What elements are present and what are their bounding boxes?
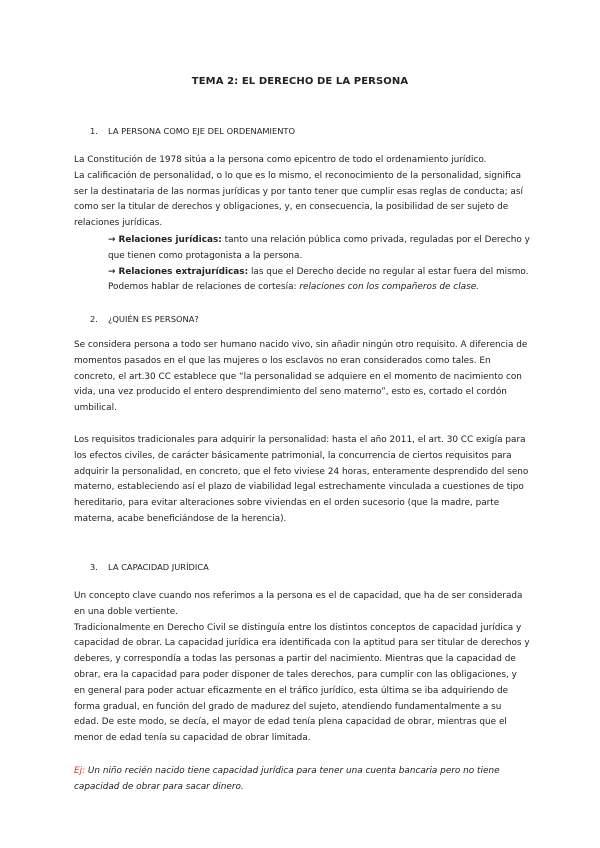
relaciones-extrajuridicas-item [108,265,538,281]
text-line: capacidad de obrar. La capacidad jurídica era identificada con la aptitud para ser titular de derechos y [74,638,530,649]
text-line: Tradicionalmente en Derecho Civil se distinguía entre los distintos conceptos de capacidad jurídica y [74,622,522,633]
text-line: obrar, era la capacidad para poder disponer de tales derechos, para cumplir con las obligaciones, y [74,669,517,680]
relaciones-juridicas-label: → Relaciones jurídicas: [108,235,222,245]
text-line: Se considera persona a todo ser humano nacido vivo, sin añadir ningún otro requisito. A diferencia de [74,340,528,350]
text-line: en una doble vertiente. [74,606,179,617]
text-line: ser la destinataria de las normas jurídicas y por tanto tener que cumplir esas reglas de conducta; así [74,186,523,197]
text-line: momentos pasados en el que las mujeres o los esclavos no eran considerados como tales. En [74,355,491,366]
example-label: Ej: [74,766,86,776]
relaciones-extrajuridicas-label: → Relaciones extrajurídicas: [108,266,249,277]
text-line: los efectos civiles, de carácter básicamente patrimonial, la concurrencia de ciertos requisitos para [74,450,512,461]
text-line: materna, acabe beneficiándose de la herencia). [74,513,287,524]
example-text: capacidad de obrar para sacar dinero. [74,781,244,792]
relaciones-juridicas-text: tanto una relación pública como privada, reguladas por el Derecho y [221,235,530,245]
example-block [74,764,534,796]
s1-paragraph [74,153,534,232]
example-line [74,780,534,796]
text-line: umbilical. [74,403,117,414]
text-line: hereditario, para evitar alteraciones sobre viviendas en el orden sucesorio (que la madre, parte [74,498,500,509]
example-text: Un niño recién nacido tiene capacidad jurídica para tener una cuenta bancaria pero no tiene [85,766,500,776]
section-heading-3 [90,562,209,572]
cortesia-example: relaciones con los compañeros de clase. [299,282,479,293]
text-line: Un concepto clave cuando nos referimos a la persona es el de capacidad, que ha de ser considerada [74,591,523,601]
s2-paragraph-1 [74,338,534,417]
relaciones-extrajuridicas-text: las que el Derecho decide no regular al estar fuera del mismo. [248,266,529,277]
section-heading-1 [90,126,295,136]
cortesia-line [108,280,538,296]
s2-paragraph-2 [74,433,534,528]
text-line: menor de edad tenía su capacidad de obrar limitada. [74,733,311,744]
section-title: LA CAPACIDAD JURÍDICA [108,562,209,572]
page-title: TEMA 2: EL DERECHO DE LA PERSONA [191,76,409,87]
section-number: 1. [90,126,98,136]
section-title: LA PERSONA COMO EJE DEL ORDENAMIENTO [108,126,296,136]
text-line: forma gradual, en función del grado de madurez del sujeto, atendiendo fundamentalmente a su [74,701,502,712]
text-line: concreto, el art.30 CC establece que “la personalidad se adquiere en el momento de nacimiento con [74,371,522,382]
relaciones-juridicas-item [108,233,538,249]
text-line: relaciones jurídicas. [74,218,163,229]
text-line: La calificación de personalidad, o lo que es lo mismo, el reconocimiento de la personalidad, significa [74,170,522,181]
text-line: adquirir la personalidad, en concreto, que el feto viviese 24 horas, enteramente desprendido del seno [74,466,529,477]
text-line: Los requisitos tradicionales para adquirir la personalidad: hasta el año 2011, el art. 30 CC exigía para [74,435,526,445]
example-line [74,764,534,780]
relations-list [108,233,538,296]
text-line: edad. De este modo, se decía, el mayor de edad tenía plena capacidad de obrar, mientras que el [74,717,507,728]
section-heading-2 [90,314,199,324]
text-line: deberes, y correspondía a todas las personas a partir del nacimiento. Mientras que la capacidad de [74,654,516,665]
text-line: que tienen como protagonista a la persona. [108,250,303,261]
cortesia-text: Podemos hablar de relaciones de cortesía: [108,282,300,293]
s3-paragraph [74,589,534,747]
section-number: 3. [90,562,98,572]
text-line: La Constitución de 1978 sitúa a la persona como epicentro de todo el ordenamiento jurídico. [74,155,487,165]
section-title: ¿QUIÉN ES PERSONA? [108,314,199,324]
section-number: 2. [90,314,98,324]
text-line: como ser la titular de derechos y obligaciones, y, en consecuencia, la posibilidad de ser sujeto de [74,202,509,213]
text-line: materno, estableciendo así el plazo de viabilidad legal estrechamente vinculada a cuestiones de tipo [74,482,524,493]
text-line: en general para poder actuar eficazmente en el tráfico jurídico, esta última se iba adquiriendo de [74,685,509,696]
text-line: vida, una vez producido el entero desprendimiento del seno materno”, esto es, cortado el cordón [74,387,507,398]
